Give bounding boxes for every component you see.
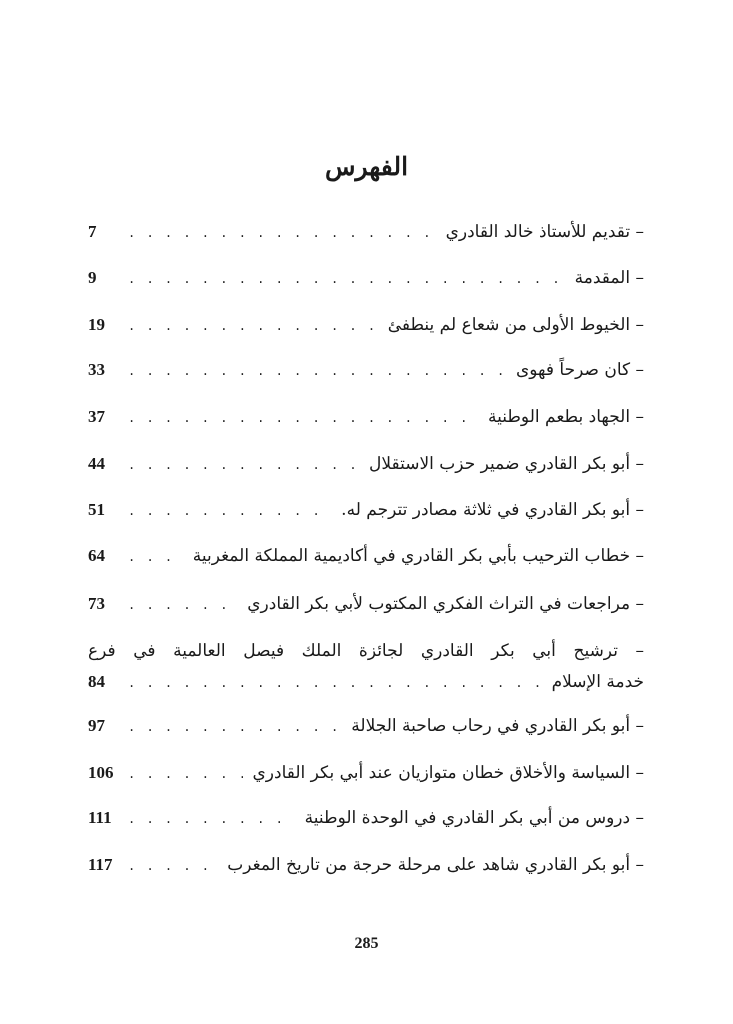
toc-entry-title-continued: خدمة الإسلام [551, 672, 644, 692]
page-number: 285 [354, 935, 379, 952]
toc-entry-title: – المقدمة [574, 268, 644, 288]
toc-entry [88, 851, 644, 880]
toc-entry [88, 218, 644, 247]
toc-entry-page: 51 [88, 500, 105, 519]
toc-entry [88, 634, 644, 697]
toc-leader-dots [128, 404, 478, 432]
toc-entry-page: 117 [88, 855, 113, 874]
toc-leader-dots [128, 357, 506, 385]
toc-leader-dots [128, 852, 217, 880]
toc-entry-title: – ترشيح أبي بكر القادري لجائزة الملك فيصل العالمية في فرع [88, 641, 644, 661]
toc-entry-title: – الخيوط الأولى من شعاع لم ينطفئ [387, 315, 644, 335]
toc-leader-dots [128, 451, 359, 479]
toc-leader-dots [128, 219, 436, 247]
toc-entry [88, 804, 644, 833]
toc-entry-title: – مراجعات في التراث الفكري المكتوب لأبي بكر القادري [247, 594, 644, 614]
toc-leader-dots [128, 591, 237, 619]
toc-entry [88, 496, 644, 525]
toc-entry-title: – تقديم للأستاذ خالد القادري [445, 222, 644, 242]
toc-entry-title: – كان صرحاً فهوى [515, 360, 644, 380]
toc-entry-page: 97 [88, 716, 105, 735]
toc-entry [88, 311, 644, 340]
toc-entry [88, 759, 644, 788]
toc-leader-dots [128, 713, 341, 741]
toc-entry-page: 64 [88, 546, 105, 565]
toc-entry-page: 111 [88, 808, 112, 827]
toc-entry-title: – السياسة والأخلاق خطان متوازيان عند أبي بكر القادري [252, 763, 644, 783]
toc-entry-page: 106 [88, 763, 114, 782]
toc-entry [88, 403, 644, 432]
toc-entry-title: – أبو بكر القادري ضمير حزب الاستقلال [369, 454, 644, 474]
toc-entry-page: 84 [88, 672, 105, 691]
toc-entry [88, 712, 644, 741]
toc-leader-dots [128, 497, 331, 525]
toc-entry-page: 33 [88, 360, 105, 379]
toc-leader-dots [128, 669, 542, 697]
toc-entry [88, 542, 644, 571]
toc-entry-page: 9 [88, 268, 97, 287]
toc-entry [88, 450, 644, 479]
toc-entry-page: 73 [88, 594, 105, 613]
toc-entry [88, 356, 644, 385]
toc-entry-title: – أبو بكر القادري في ثلاثة مصادر تترجم له. [341, 500, 644, 520]
page-title: الفهرس [324, 152, 409, 181]
toc-entry-title: – دروس من أبي بكر القادري في الوحدة الوطنية [304, 808, 644, 828]
toc-entry-title: – الجهاد بطعم الوطنية [488, 407, 644, 427]
toc-entry-title: – أبو بكر القادري في رحاب صاحبة الجلالة [351, 716, 644, 736]
toc-entry [88, 264, 644, 293]
toc-entry-page: 37 [88, 407, 105, 426]
toc-entry-title: – أبو بكر القادري شاهد على مرحلة حرجة من تاريخ المغرب [227, 855, 644, 875]
toc-entry [88, 590, 644, 619]
toc-leader-dots [128, 760, 243, 788]
toc-entry-page: 19 [88, 315, 105, 334]
toc-leader-dots [128, 805, 295, 833]
toc-entry-title: – خطاب الترحيب بأبي بكر القادري في أكاديمية المملكة المغربية [192, 546, 644, 566]
toc-leader-dots [128, 265, 565, 293]
toc-leader-dots [128, 543, 183, 571]
toc-entry-page: 44 [88, 454, 105, 473]
toc-entry-page: 7 [88, 222, 97, 241]
toc-leader-dots [128, 312, 378, 340]
